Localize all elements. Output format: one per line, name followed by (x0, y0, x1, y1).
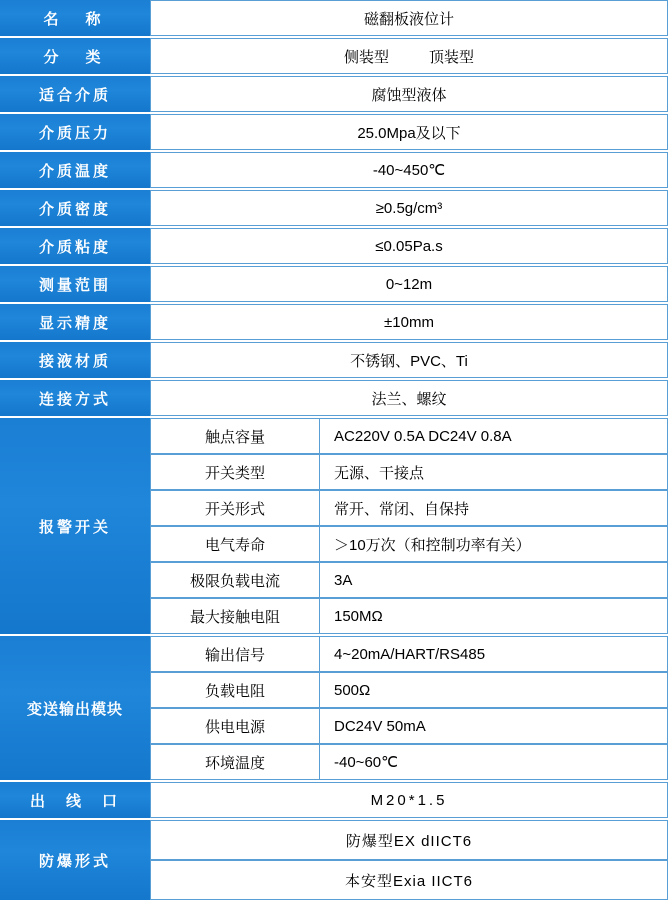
row-value: 不锈钢、PVC、Ti (350, 352, 468, 370)
row-value: 0~12m (385, 275, 433, 293)
sub-row-value: 150MΩ (320, 598, 668, 634)
row-value: 法兰、螺纹 (371, 390, 447, 408)
transmitter-module-group (0, 636, 668, 780)
row-value (151, 46, 667, 67)
table-row (0, 0, 668, 36)
row-value-cell (150, 190, 668, 226)
table-row (150, 672, 668, 708)
sub-row-key: 环境温度 (150, 744, 320, 780)
row-label: 分 类 (0, 38, 150, 74)
row-value: ≤0.05Pa.s (375, 237, 443, 255)
transmitter-module-label: 变送输出模块 (0, 636, 150, 780)
row-label: 显示精度 (0, 304, 150, 340)
row-label: 名 称 (0, 0, 150, 36)
sub-row-key: 开关类型 (150, 454, 320, 490)
explosion-proof-value: 防爆型EX dIICT6 (150, 820, 668, 860)
table-row (150, 708, 668, 744)
row-value: -40~450℃ (372, 162, 446, 179)
sub-row-value: 常开、常闭、自保持 (320, 490, 668, 526)
table-row (150, 860, 668, 900)
sub-row-key: 最大接触电阻 (150, 598, 320, 634)
row-value-cell (150, 114, 668, 150)
outlet-value-cell (150, 782, 668, 818)
row-value: ≥0.5g/cm³ (375, 199, 443, 217)
row-value-cell (150, 76, 668, 112)
row-value: 腐蚀型液体 (371, 86, 447, 104)
outlet-label: 出 线 口 (0, 782, 150, 818)
sub-row-value: 3A (320, 562, 668, 598)
row-value-cell (150, 266, 668, 302)
sub-row-value: 4~20mA/HART/RS485 (320, 636, 668, 672)
table-row (0, 152, 668, 188)
row-label: 连接方式 (0, 380, 150, 416)
sub-row-value: -40~60℃ (320, 744, 668, 780)
sub-row-value: 无源、干接点 (320, 454, 668, 490)
sub-row-key: 电气寿命 (150, 526, 320, 562)
table-row (150, 598, 668, 634)
sub-row-value: AC220V 0.5A DC24V 0.8A (320, 418, 668, 454)
row-value-cell (150, 228, 668, 264)
table-row (0, 228, 668, 264)
row-label: 测量范围 (0, 266, 150, 302)
sub-row-key: 极限负载电流 (150, 562, 320, 598)
explosion-proof-label: 防爆形式 (0, 820, 150, 900)
table-row (150, 562, 668, 598)
alarm-switch-label: 报警开关 (0, 418, 150, 634)
explosion-proof-rows (150, 820, 668, 900)
table-row (0, 190, 668, 226)
sub-row-value: DC24V 50mA (320, 708, 668, 744)
alarm-switch-group (0, 418, 668, 634)
row-label: 介质压力 (0, 114, 150, 150)
table-row (0, 266, 668, 302)
row-value-cell (150, 342, 668, 378)
row-value-cell (150, 0, 668, 36)
classification-option-side: 侧装型 (343, 48, 389, 66)
table-row (0, 76, 668, 112)
row-label: 介质粘度 (0, 228, 150, 264)
table-row (0, 342, 668, 378)
table-row (150, 418, 668, 454)
table-row (150, 744, 668, 780)
sub-row-key: 开关形式 (150, 490, 320, 526)
row-value: 磁翻板液位计 (363, 10, 454, 28)
table-row (0, 380, 668, 416)
row-label: 接液材质 (0, 342, 150, 378)
table-row (0, 114, 668, 150)
sub-row-value: 500Ω (320, 672, 668, 708)
row-label: 介质密度 (0, 190, 150, 226)
transmitter-module-rows (150, 636, 668, 780)
sub-row-key: 输出信号 (150, 636, 320, 672)
row-value-cell (150, 152, 668, 188)
row-label: 适合介质 (0, 76, 150, 112)
table-row (150, 454, 668, 490)
explosion-proof-value: 本安型Exia IICT6 (150, 860, 668, 900)
row-value-cell (150, 380, 668, 416)
table-row (150, 490, 668, 526)
table-row (150, 526, 668, 562)
row-label: 介质温度 (0, 152, 150, 188)
explosion-proof-group (0, 820, 668, 900)
sub-row-key: 触点容量 (150, 418, 320, 454)
row-value: ±10mm (384, 313, 434, 331)
sub-row-key: 负载电阻 (150, 672, 320, 708)
row-value-cell (150, 304, 668, 340)
table-row (0, 38, 668, 74)
outlet-value: M20*1.5 (370, 791, 448, 809)
classification-option-top: 顶装型 (429, 48, 475, 66)
table-row (150, 636, 668, 672)
row-value: 25.0Mpa及以下 (357, 124, 461, 142)
sub-row-key: 供电电源 (150, 708, 320, 744)
alarm-switch-rows (150, 418, 668, 634)
row-value-cell (150, 38, 668, 74)
table-row (0, 304, 668, 340)
table-row (150, 820, 668, 860)
sub-row-value: ＞10万次（和控制功率有关） (320, 526, 668, 562)
table-row-outlet (0, 782, 668, 818)
